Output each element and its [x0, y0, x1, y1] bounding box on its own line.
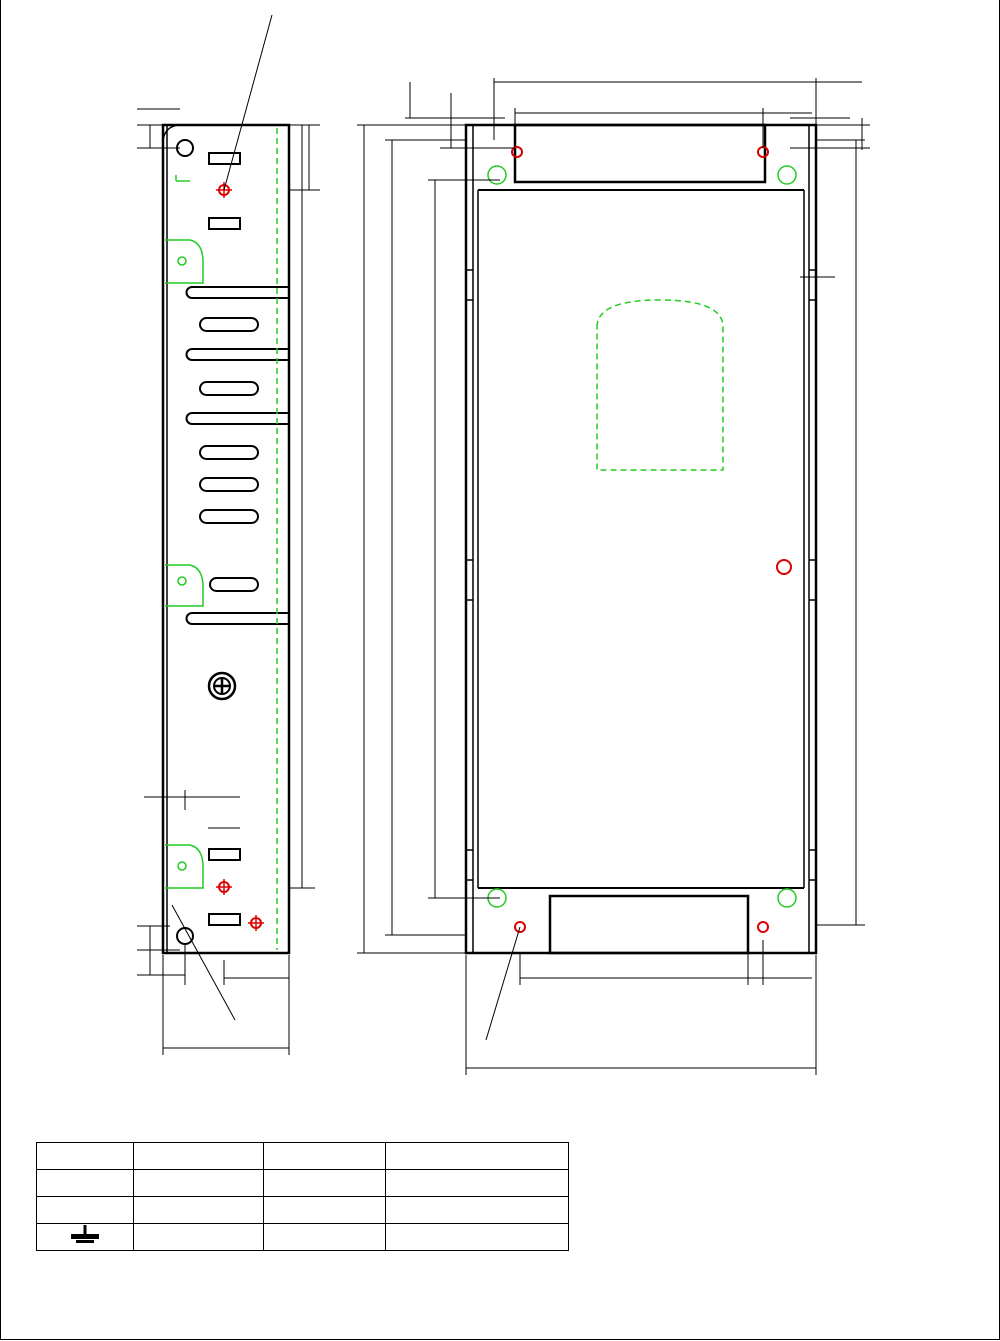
ground-icon — [65, 1225, 105, 1245]
table-cell — [386, 1197, 569, 1224]
table-cell — [134, 1224, 264, 1251]
table-cell — [386, 1170, 569, 1197]
table-header-row — [37, 1143, 569, 1170]
side-view — [137, 15, 320, 1055]
table-header-cell — [386, 1143, 569, 1170]
table-row — [37, 1170, 569, 1197]
table-cell — [264, 1224, 386, 1251]
table-header-cell — [37, 1143, 134, 1170]
table-row — [37, 1224, 569, 1251]
table-cell — [264, 1197, 386, 1224]
table-cell — [264, 1170, 386, 1197]
table-cell — [134, 1197, 264, 1224]
table-header-cell — [264, 1143, 386, 1170]
table-cell — [37, 1224, 134, 1251]
table-cell — [134, 1170, 264, 1197]
table-cell — [37, 1197, 134, 1224]
table-row — [37, 1197, 569, 1224]
table-cell — [386, 1224, 569, 1251]
table-header-cell — [134, 1143, 264, 1170]
table-cell — [37, 1170, 134, 1197]
pin-assignment-table — [36, 1142, 569, 1251]
front-view — [357, 78, 870, 1075]
